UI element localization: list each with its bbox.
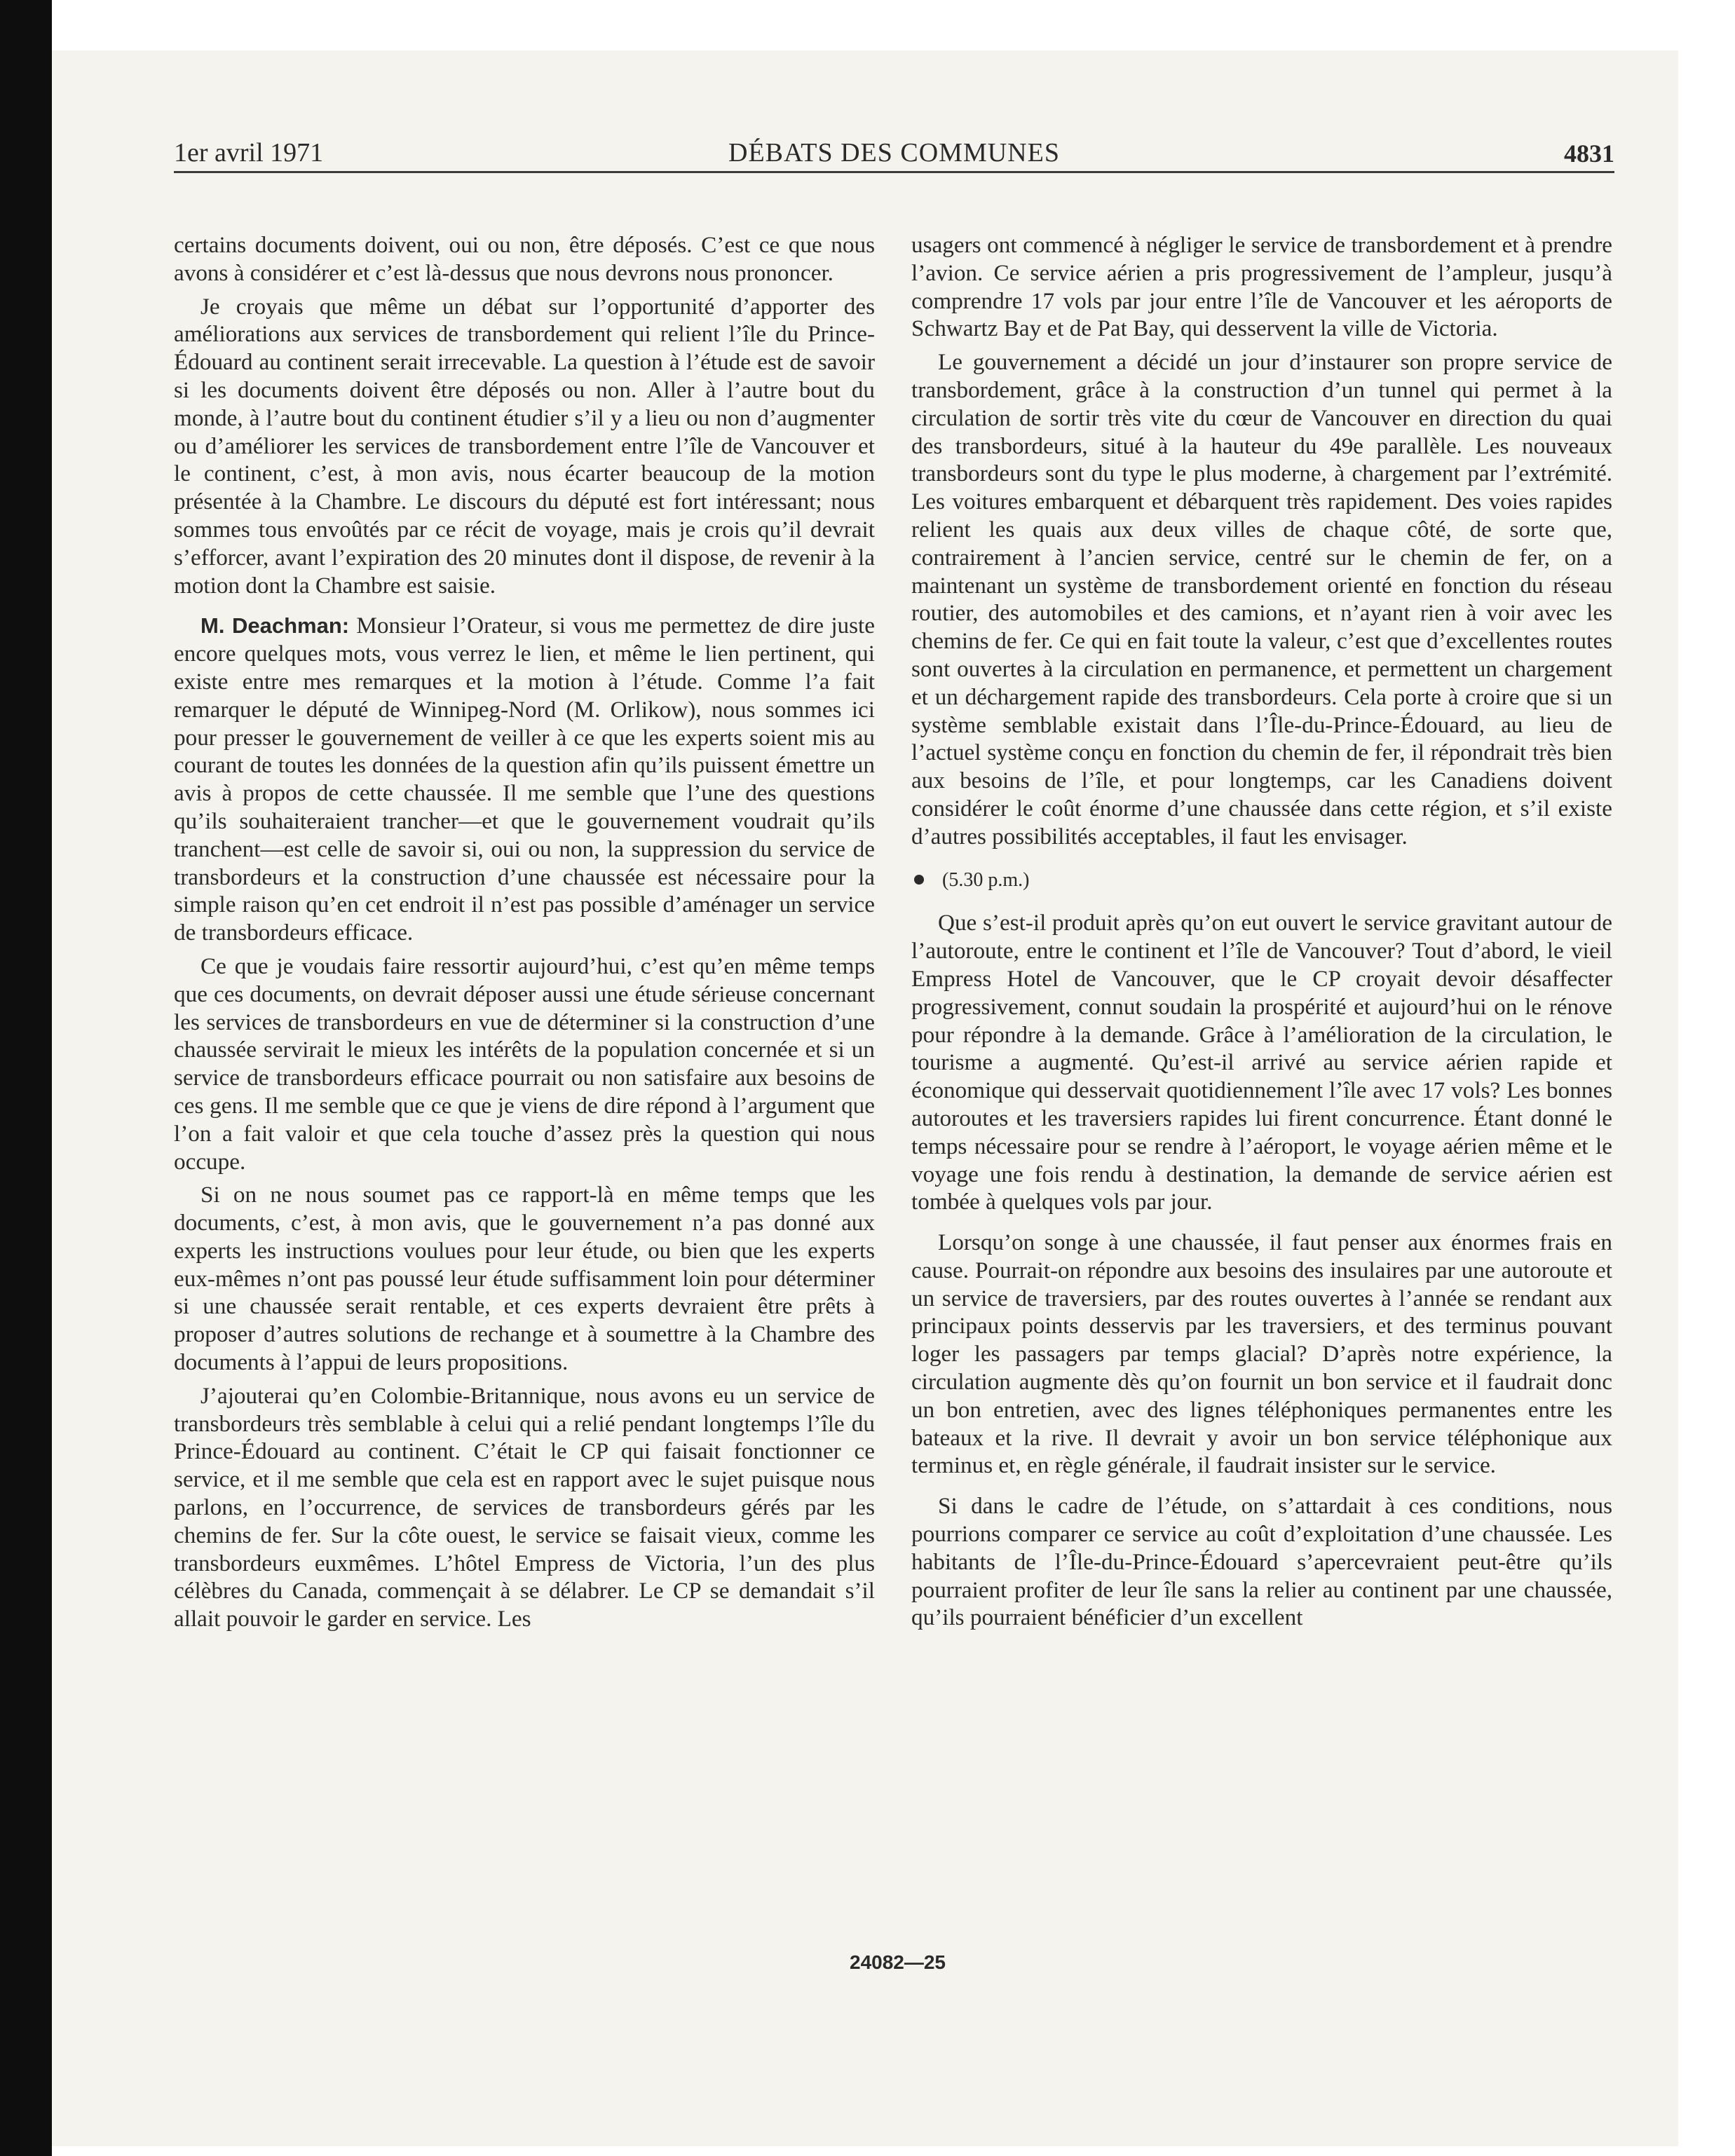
time-marker — [911, 866, 1612, 894]
page-number: 4831 — [1564, 139, 1614, 168]
paragraph: Lorsqu’on songe à une chaussée, il faut penser aux énormes frais en cause. Pourrait-on répondre aux besoins des insulaires par une autoroute et un service de traversiers, par des routes ouvertes à l’année se rendant aux principaux points desservis par les traversiers, et des terminus pouvant loger les passagers par temps glacial? D’après notre expérience, la circulation augmente dès qu’on fournit un bon service et il faudrait donc un bon entretien, avec des lignes téléphoniques permanentes entre les bateaux et la rive. Il devrait y avoir un bon service téléphonique aux terminus et, en règle générale, il faudrait insister sur le service. — [911, 1229, 1612, 1479]
running-header — [174, 132, 1614, 174]
paragraph: Si on ne nous soumet pas ce rapport-là en même temps que les documents, c’est, à mon avis, que le gouvernement n’a pas donné aux experts les instructions voulues pour leur étude, ou bien que les experts eux-mêmes n’ont pas poussé leur étude suffisamment loin pour déterminer si une chaussée serait rentable, et ces experts devraient être prêts à proposer d’autres solutions de rechange et à soumettre à la Chambre des documents à l’appui de leurs propositions. — [174, 1182, 875, 1376]
header-title: DÉBATS DES COMMUNES — [728, 138, 1060, 168]
speech-paragraph — [174, 612, 875, 947]
paragraph: Si dans le cadre de l’étude, on s’attardait à ces conditions, nous pourrions comparer ce service au coût d’exploitation d’une chaussée. Les habitants de l’Île-du-Prince-Édouard s’apercevraient peut-être qu’ils pourraient profiter de leur île sans la relier au continent par une chaussée, qu’ils pourraient bénéficier d’un excellent — [911, 1493, 1612, 1631]
paragraph: usagers ont commencé à négliger le service de transbordement et à prendre l’avion. Ce service aérien a pris progressivement de l’ampleur, jusqu’à comprendre 17 vols par jour entre l’île de Vancouver et les aéroports de Schwartz Bay et de Pat Bay, qui desservent la ville de Victoria. — [911, 232, 1612, 342]
paragraph: Le gouvernement a décidé un jour d’instaurer son propre service de transbordement, grâce à la construction d’un tunnel qui permet à la circulation de sortir très vite du cœur de Vancouver en direction du quai des transbordeurs, situé à la hauteur du 49e parallèle. Les nouveaux transbordeurs sont du type le plus moderne, à chargement par l’extrémité. Les voitures embarquent et débarquent très rapidement. Des voies rapides relient les quais aux deux villes de chaque côté, de sorte que, contrairement à l’ancien service, centré sur le chemin de fer, on a maintenant un système de transbordement orienté en fonction du réseau routier, des automobiles et des camions, et n’ayant rien à voir avec les chemins de fer. Ce qui en fait toute la valeur, c’est que d’excellentes routes sont ouvertes à la circulation en permanence, et permettent un chargement et un déchargement rapide des transbordeurs. Cela porte à croire que si un système semblable existait dans l’Île-du-Prince-Édouard, au lieu de l’actuel système conçu en fonction du chemin de fer, il répondrait très bien aux besoins de l’île, et pour longtemps, car les Canadiens doivent considérer le coût énorme d’une chaussée dans cette région, et s’il existe d’autres possibilités acceptables, il faut les envisager. — [911, 349, 1612, 850]
speaker-name: M. Deachman: — [200, 613, 350, 639]
left-column — [174, 231, 875, 1633]
right-column — [911, 231, 1612, 1632]
time-marker-text: (5.30 p.m.) — [942, 868, 1030, 891]
paragraph: Je croyais que même un débat sur l’opportunité d’apporter des améliorations aux services de transbordement qui relient l’île du Prince-Édouard au continent serait irrecevable. La question à l’étude est de savoir si les documents doivent être déposés ou non. Aller à l’autre bout du monde, à l’autre bout du continent étudier s’il y a lieu ou non d’augmenter ou d’améliorer les services de transbordement entre l’île de Vancouver et le continent, c’est, à mon avis, nous écarter beaucoup de la motion présentée à la Chambre. Le discours du député est fort intéressant; nous sommes tous envoûtés par ce récit de voyage, mais je crois qu’il devrait s’efforcer, avant l’expiration des 20 minutes dont il dispose, de revenir à la motion dont la Chambre est saisie. — [174, 293, 875, 599]
paragraph: certains documents doivent, oui ou non, être déposés. C’est ce que nous avons à considérer et c’est là-dessus que nous devrons nous prononcer. — [174, 232, 875, 286]
scan-border — [0, 0, 52, 2156]
footer-code: 24082—25 — [850, 1951, 946, 1973]
paragraph: J’ajouterai qu’en Colombie-Britannique, nous avons eu un service de transbordeurs très semblable à celui qui a relié pendant longtemps l’île du Prince-Édouard au continent. C’était le CP qui faisait fonctionner ce service, et il me semble que cela est en rapport avec le sujet puisque nous parlons, en l’occurrence, de services de transbordeurs gérés par les chemins de fer. Sur la côte ouest, le service se faisait vieux, comme les transbordeurs euxmêmes. L’hôtel Empress de Victoria, l’un des plus célèbres du Canada, commençait à se délabrer. Le CP se demandait s’il allait pouvoir le garder en service. Les — [174, 1382, 875, 1632]
header-date: 1er avril 1971 — [174, 138, 324, 168]
paragraph: Que s’est-il produit après qu’on eut ouvert le service gravitant autour de l’autoroute, entre le continent et l’île de Vancouver? Tout d’abord, le vieil Empress Hotel de Vancouver, que le CP croyait devoir désaffecter progressivement, connut soudain la prospérité et aujourd’hui on le rénove pour répondre à la demande. Grâce à l’amélioration de la circulation, le tourisme a augmenté. Qu’est-il arrivé au service aérien rapide et économique qui desservait quotidiennement l’île avec 17 vols? Les bonnes autoroutes et les traversiers rapides lui firent concurrence. Étant donné le temps nécessaire pour se rendre à l’aéroport, le voyage aérien même et le voyage une fois rendu à destination, la demande de service aérien est tombée à quelques vols par jour. — [911, 910, 1612, 1215]
speech-text: Monsieur l’Orateur, si vous me permettez de dire juste encore quelques mots, vous verrez le lien, et même le lien pertinent, qui existe entre mes remarques et la motion à l’étude. Comme l’a fait remarquer le député de Winnipeg-Nord (M. Orlikow), nous sommes ici pour presser le gouvernement de veiller à ce que les experts soient mis au courant de toutes les données de la question afin qu’ils puissent émettre un avis à propos de cette chaussée. Il me semble que l’une des questions qu’ils souhaiteraient trancher—et que le gouvernement voudrait qu’ils tranchent—est celle de savoir si, oui ou non, la suppression du service de transbordeurs et la construction d’une chaussée est nécessaire pour la simple raison qu’en cet endroit il n’est pas possible d’aménager un service de transbordeurs efficace. — [174, 613, 876, 946]
paragraph: Ce que je voudais faire ressortir aujourd’hui, c’est qu’en même temps que ces documents, on devrait déposer aussi une étude sérieuse concernant les services de transbordeurs en vue de déterminer si la construction d’une chaussée servirait le mieux les intérêts de la population concernée et si un service de transbordeurs efficace pourrait ou non satisfaire aux besoins de ces gens. Il me semble que ce que je viens de dire répond à l’argument que l’on a fait valoir et que cela touche d’assez près la question qui nous occupe. — [174, 953, 875, 1175]
bullet-icon — [914, 875, 924, 885]
header-rule — [174, 171, 1614, 173]
